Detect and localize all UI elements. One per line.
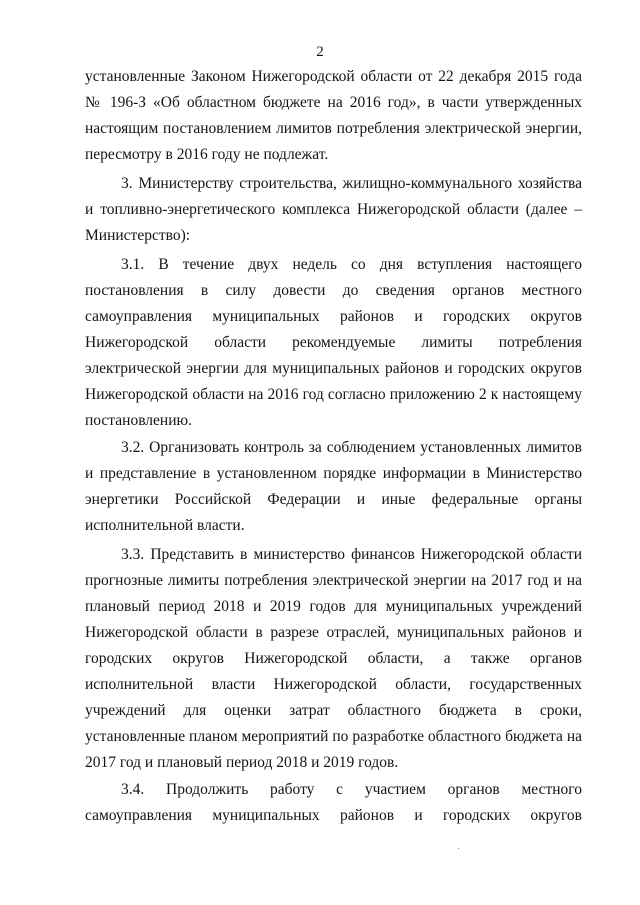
text-line: настоящим постановлением лимитов потребления электрической энергии, [85,120,582,137]
text-line: установленные планом мероприятий по разработке областного бюджета на [85,728,582,745]
text-line: исполнительной власти. [85,517,245,534]
text-line: 3.3. Представить в министерство финансов Нижегородской области [121,546,582,563]
text-line: 3.4. Продолжить работу с участием органов местного [121,781,582,798]
text-line: электрической энергии для муниципальных районов и городских округов [85,360,582,377]
text-line: 3. Министерству строительства, жилищно-коммунального хозяйства [121,175,582,192]
text-line: постановления в силу довести до сведения органов местного [85,282,582,299]
scan-speck [458,848,459,849]
text-line: Нижегородской области в разрезе отраслей, муниципальных районов и [85,624,582,641]
text-line: Нижегородской области на 2016 год согласно приложению 2 к настоящему [85,386,582,403]
text-line: самоуправления муниципальных районов и городских округов [85,308,582,325]
text-line: городских округов Нижегородской области, а также органов [85,650,582,667]
text-line: прогнозные лимиты потребления электрической энергии на 2017 год и на [85,572,582,589]
text-line: исполнительной власти Нижегородской области, государственных [85,676,582,693]
text-line: и топливно-энергетического комплекса Нижегородской области (далее – [85,201,582,218]
text-line: плановый период 2018 и 2019 годов для муниципальных учреждений [85,598,582,615]
text-line: и представление в установленном порядке информации в Министерство [85,465,582,482]
text-line: 3.2. Организовать контроль за соблюдением установленных лимитов [121,439,582,456]
page-number: 2 [316,44,324,60]
text-line: 2017 год и плановый период 2018 и 2019 годов. [85,754,399,771]
text-line: самоуправления муниципальных районов и городских округов [85,807,582,824]
text-line: постановлению. [85,412,192,429]
text-line: № 196-З «Об областном бюджете на 2016 год», в части утвержденных [85,94,582,111]
text-line: Министерство): [85,227,191,244]
text-line: учреждений для оценки затрат областного бюджета в сроки, [85,702,582,719]
text-line: Нижегородской области рекомендуемые лимиты потребления [85,334,582,351]
text-line: пересмотру в 2016 году не подлежат. [85,146,329,163]
text-line: энергетики Российской Федерации и иные федеральные органы [85,491,582,508]
text-line: установленные Законом Нижегородской области от 22 декабря 2015 года [85,68,582,85]
text-line: 3.1. В течение двух недель со дня вступления настоящего [121,256,582,273]
